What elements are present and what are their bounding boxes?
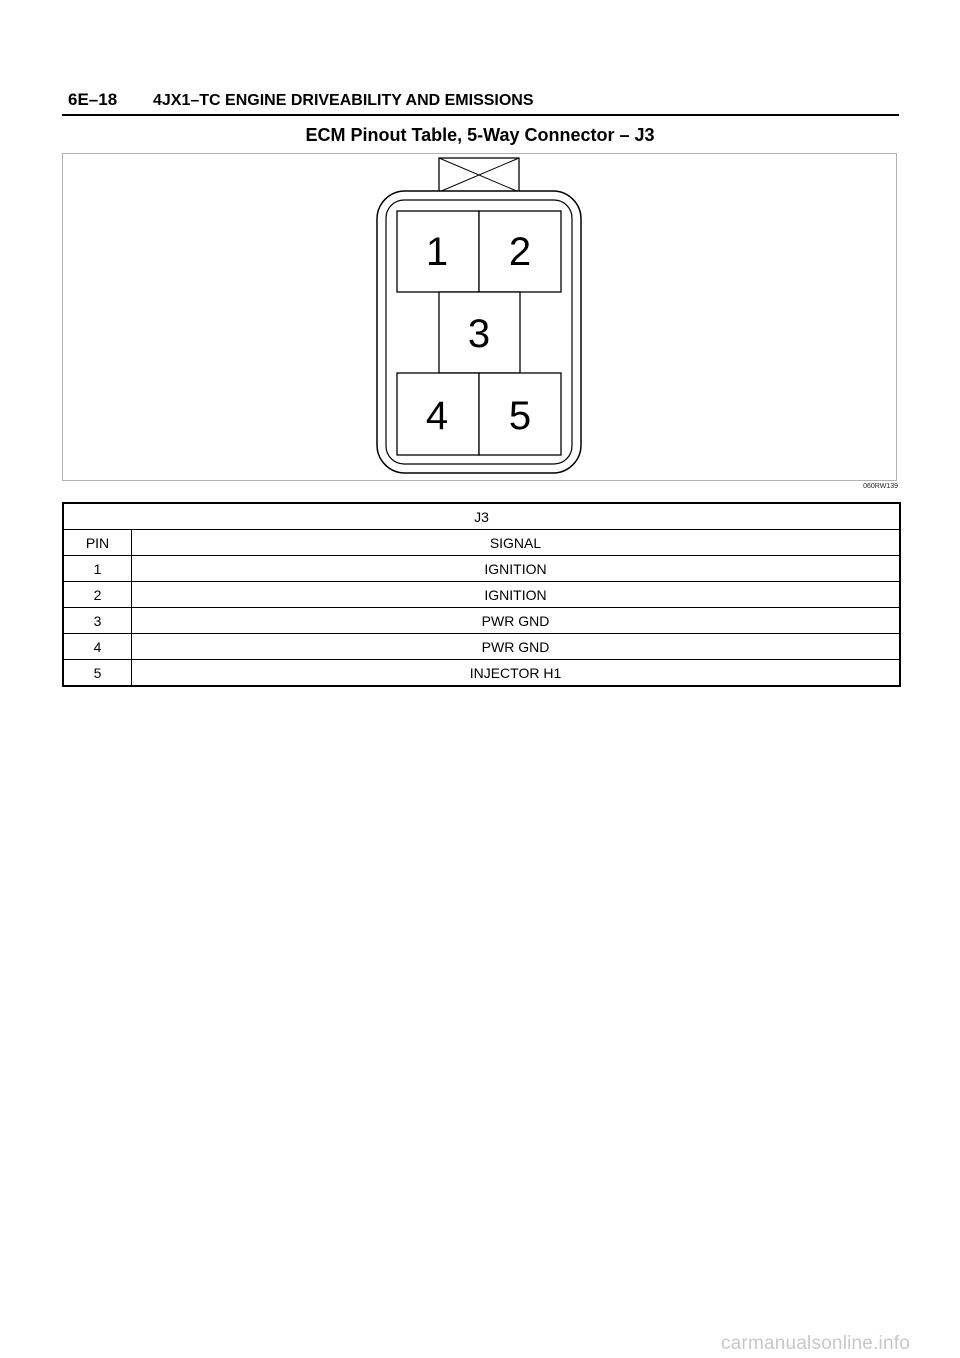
table-row xyxy=(63,556,900,582)
connector-diagram xyxy=(63,154,898,482)
pin-label-3: 3 xyxy=(467,312,491,356)
table-row xyxy=(63,608,900,634)
signal-cell: IGNITION xyxy=(132,582,901,608)
table-caption: J3 xyxy=(63,503,900,530)
table-header-row xyxy=(63,530,900,556)
figure-id: 060RW139 xyxy=(863,483,898,490)
pin-label-4: 4 xyxy=(425,394,449,438)
pinout-table xyxy=(62,502,901,687)
connector-latch xyxy=(439,158,519,192)
signal-cell: IGNITION xyxy=(132,556,901,582)
table-row xyxy=(63,660,900,687)
header-pin: PIN xyxy=(63,530,132,556)
header-rule xyxy=(62,114,899,116)
table-caption-row xyxy=(63,503,900,530)
signal-cell: INJECTOR H1 xyxy=(132,660,901,687)
page-header-title: 4JX1–TC ENGINE DRIVEABILITY AND EMISSIONS xyxy=(153,92,534,109)
section-title: ECM Pinout Table, 5-Way Connector – J3 xyxy=(305,125,655,145)
pin-cell: 2 xyxy=(63,582,132,608)
pin-cell: 4 xyxy=(63,634,132,660)
pin-label-1: 1 xyxy=(425,230,449,274)
signal-cell: PWR GND xyxy=(132,608,901,634)
pin-cell: 5 xyxy=(63,660,132,687)
table-row xyxy=(63,582,900,608)
pin-label-5: 5 xyxy=(508,394,532,438)
pin-cell: 1 xyxy=(63,556,132,582)
page-number: 6E–18 xyxy=(68,90,118,109)
pin-cell: 3 xyxy=(63,608,132,634)
header-signal: SIGNAL xyxy=(132,530,901,556)
connector-figure xyxy=(62,153,897,481)
signal-cell: PWR GND xyxy=(132,634,901,660)
pin-label-2: 2 xyxy=(508,230,532,274)
table-row xyxy=(63,634,900,660)
footer-watermark: carmanualsonline.info xyxy=(720,1333,910,1354)
